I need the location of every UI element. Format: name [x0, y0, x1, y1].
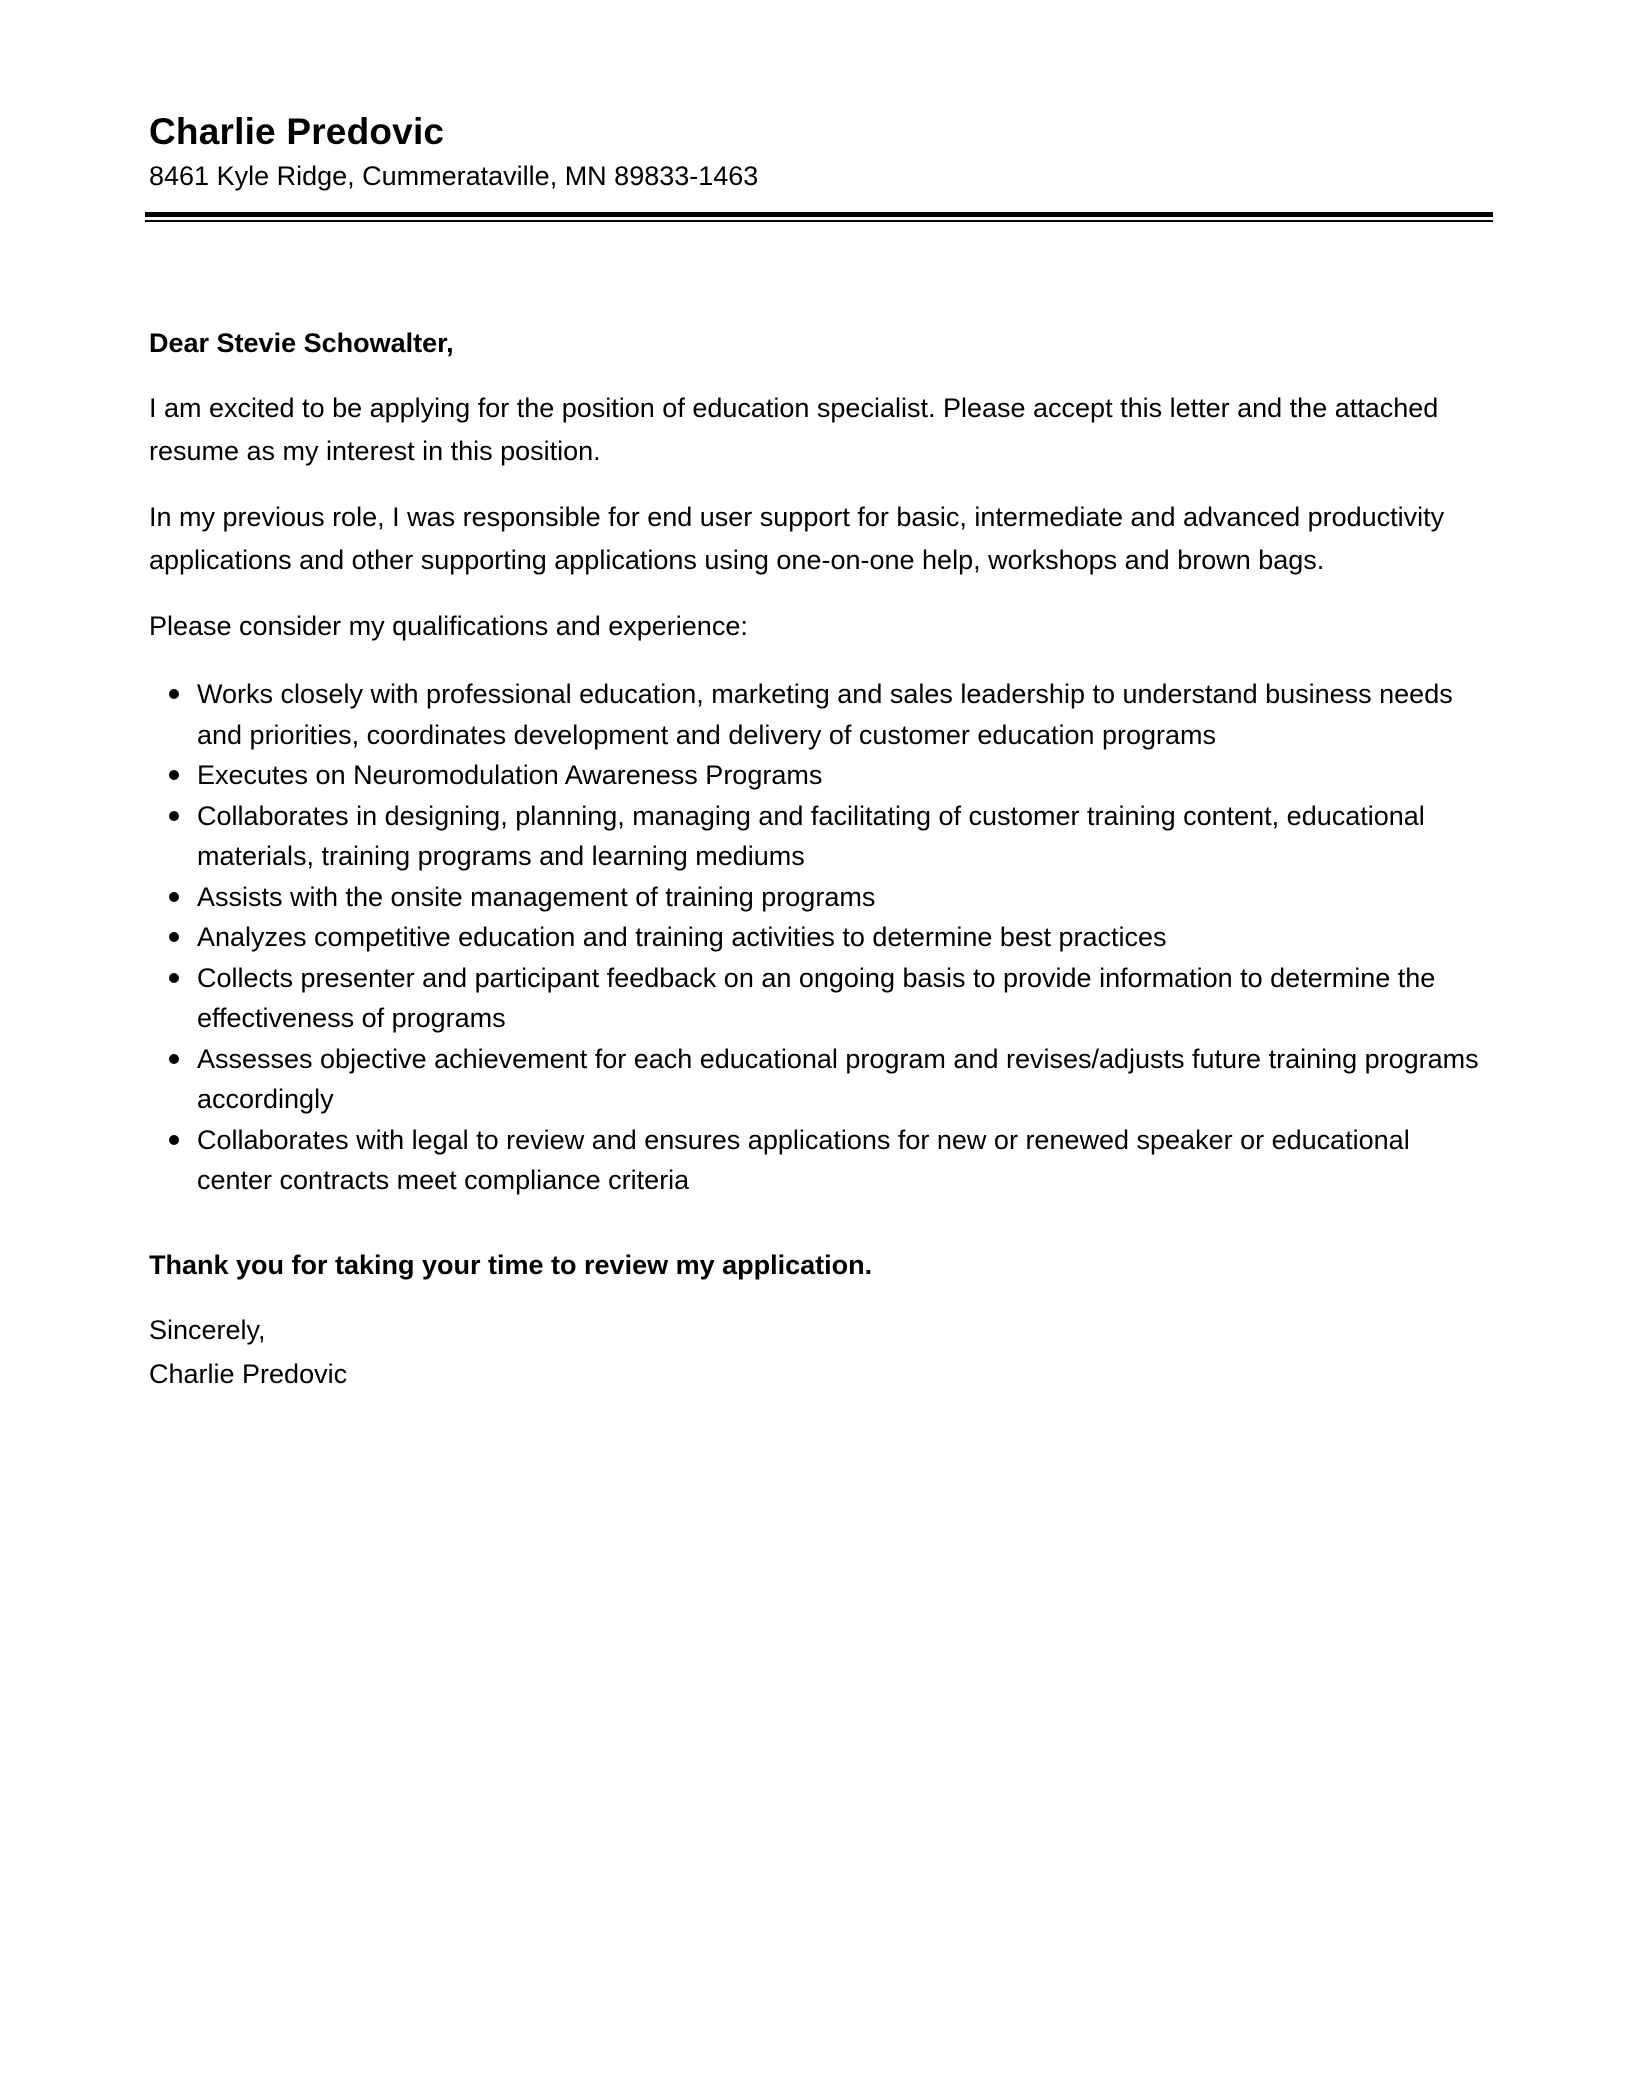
- bullet-icon: [169, 973, 179, 983]
- thank-you-line: Thank you for taking your time to review my application.: [149, 1249, 873, 1280]
- list-item: [149, 917, 1489, 958]
- qualifications-intro: Please consider my qualifications and experience:: [149, 610, 748, 641]
- list-item-text: Collaborates with legal to review and ensures applications for new or renewed speaker or educational center contracts meet compliance criteria: [197, 1124, 1410, 1195]
- bullet-icon: [169, 770, 179, 780]
- list-item-text: Executes on Neuromodulation Awareness Programs: [197, 760, 823, 790]
- header-divider-thick: [145, 212, 1493, 217]
- bullet-icon: [169, 932, 179, 942]
- bullet-icon: [169, 1054, 179, 1064]
- list-item: [149, 755, 1489, 796]
- list-item: [149, 877, 1489, 918]
- salutation: Dear Stevie Schowalter,: [149, 328, 454, 358]
- closing: Sincerely,: [149, 1315, 266, 1345]
- list-item-text: Collaborates in designing, planning, managing and facilitating of customer training content, educational materials, training programs and learning mediums: [197, 800, 1425, 871]
- letter-body: [149, 322, 1489, 1396]
- list-item-text: Assesses objective achievement for each educational program and revises/adjusts future training programs accordingly: [197, 1043, 1479, 1114]
- bullet-icon: [169, 689, 179, 699]
- sender-name: Charlie Predovic: [149, 111, 445, 152]
- list-item: [149, 674, 1489, 755]
- list-item: [149, 1120, 1489, 1201]
- list-item-text: Collects presenter and participant feedback on an ongoing basis to provide information to determine the effectiveness of programs: [197, 962, 1436, 1033]
- qualifications-list: [149, 674, 1489, 1201]
- list-item: [149, 796, 1489, 877]
- header-divider-thin: [145, 220, 1493, 222]
- letter-header: [149, 108, 1489, 194]
- intro-paragraph: I am excited to be applying for the position of education specialist. Please accept this letter and the attached resume as my interest in this position.: [149, 392, 1439, 466]
- signature-name: Charlie Predovic: [149, 1358, 348, 1389]
- list-item-text: Works closely with professional education, marketing and sales leadership to understand business needs and priorities, coordinates development and delivery of customer education programs: [197, 679, 1453, 750]
- list-item-text: Analyzes competitive education and training activities to determine best practices: [197, 922, 1167, 952]
- bullet-icon: [169, 1135, 179, 1145]
- bullet-icon: [169, 811, 179, 821]
- list-item: [149, 1039, 1489, 1120]
- experience-paragraph: In my previous role, I was responsible for end user support for basic, intermediate and advanced productivity applications and other supporting applications using one-on-one help, workshops and brown bags.: [149, 501, 1445, 575]
- bullet-icon: [169, 892, 179, 902]
- list-item: [149, 958, 1489, 1039]
- sender-address: 8461 Kyle Ridge, Cummerataville, MN 89833-1463: [149, 161, 759, 191]
- list-item-text: Assists with the onsite management of training programs: [197, 881, 876, 912]
